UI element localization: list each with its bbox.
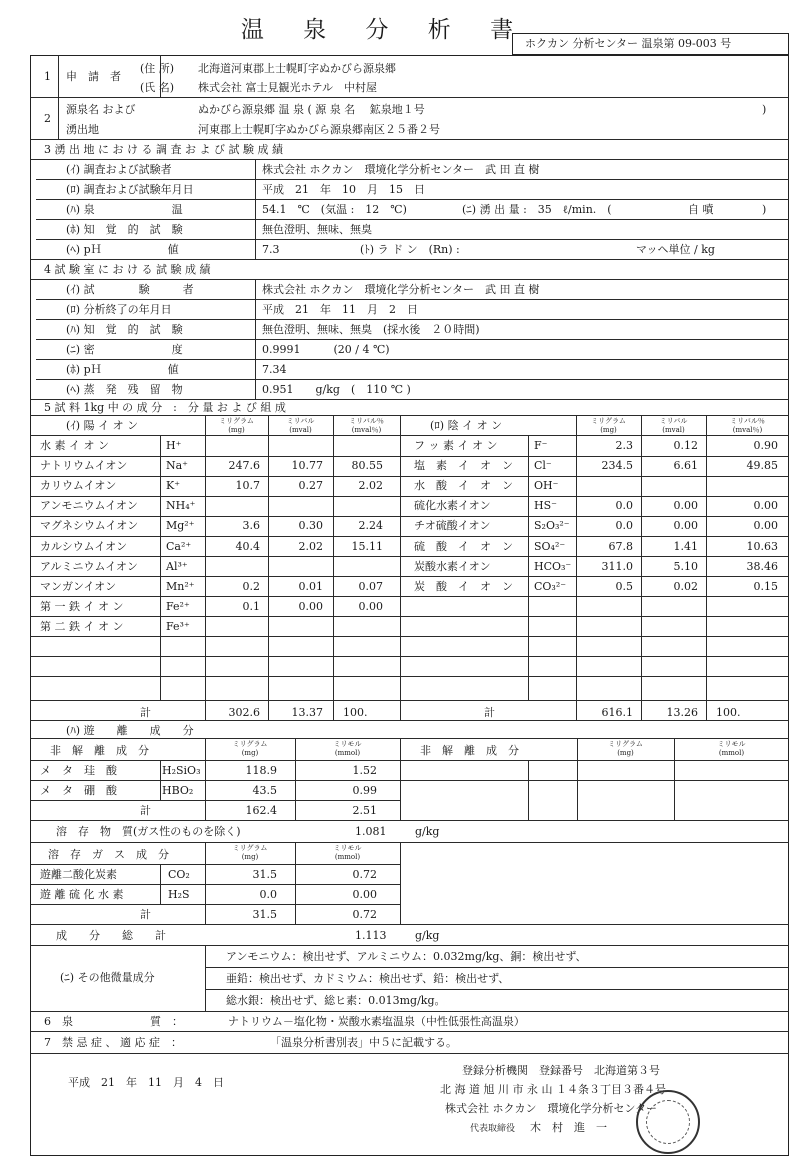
ion-name: カルシウムイオン — [40, 539, 128, 553]
indications-label: 7 禁 忌 症 、 適 応 症 ： — [44, 1036, 182, 1049]
grand-total-unit: g/kg — [415, 929, 440, 942]
registration-info: 登録分析機関 登録番号 北海道第３号 — [462, 1064, 660, 1077]
ion-mg: 67.8 — [608, 539, 633, 553]
lab-value: 無色澄明、無味、無臭 (採水後 ２０時間) — [262, 323, 480, 336]
col-head-mg: ミリグラム — [232, 740, 268, 748]
ion-mg: 0.0 — [615, 499, 633, 513]
free-row-mmol: 0.99 — [352, 784, 377, 797]
source-name-label: 源泉名 および — [66, 103, 136, 116]
ion-formula: Fe³⁺ — [166, 619, 190, 633]
ion-name: チオ硫酸イオン — [414, 519, 491, 533]
ion-mval: 0.00 — [298, 599, 323, 613]
site-label: (ﾛ) 調査および試験年月日 — [66, 183, 194, 196]
trace-line: 亜鉛：検出せず、カドミウム：検出せず、鉛：検出せず、 — [226, 972, 510, 985]
lab-label: (ﾛ) 分析終了の年月日 — [66, 303, 172, 316]
ion-mval: 6.61 — [673, 459, 698, 473]
gas-row-mg: 31.5 — [252, 868, 277, 881]
lab-value: 株式会社 ホクカン 環境化学分析センター 武 田 直 樹 — [262, 283, 540, 296]
ion-name: カリウムイオン — [40, 479, 117, 493]
quality-label: 6 泉 質 ： — [44, 1015, 183, 1028]
ion-mg: 3.6 — [242, 519, 260, 533]
cation-total-label: 計 — [140, 706, 151, 719]
ion-mval: 0.02 — [673, 579, 698, 593]
ion-mval: 5.10 — [673, 559, 698, 573]
anion-total-mg: 616.1 — [601, 706, 633, 719]
col-head-mg: ミリグラム — [232, 844, 268, 852]
ion-mg: 40.4 — [235, 539, 260, 553]
ion-mval-percent: 0.00 — [358, 599, 383, 613]
applicant-name: 株式会社 富士見観光ホテル 中村屋 — [198, 81, 377, 94]
cation-total-mval: 13.37 — [291, 706, 323, 719]
ion-mval-percent: 49.85 — [746, 459, 778, 473]
grand-total-value: 1.113 — [355, 929, 387, 942]
anion-total-pct: 100. — [716, 706, 741, 719]
ion-mval-percent: 0.00 — [753, 519, 778, 533]
free-total-mg: 162.4 — [245, 804, 277, 817]
gas-row-mmol: 0.72 — [352, 868, 377, 881]
ion-name: 炭酸水素イオン — [414, 559, 491, 573]
col-head-mg-unit: (mg) — [228, 426, 245, 434]
ion-name: 水 素 イ オ ン — [40, 439, 109, 452]
gas-total-mg: 31.5 — [252, 908, 277, 921]
ion-name: アンモニウムイオン — [40, 499, 138, 513]
representative-title: 代表取締役 — [470, 1124, 516, 1134]
source-name: ぬかびら源泉郷 温 泉 ( 源 泉 名 鉱泉地１号 — [198, 103, 425, 116]
col-head-mg: ミリグラム — [219, 417, 254, 425]
gas-row-formula: CO₂ — [168, 868, 190, 881]
applicant-address: 北海道河東郡上士幌町字ぬかびら源泉郷 — [198, 62, 396, 75]
site-value: 無色澄明、無味、無臭 — [262, 223, 372, 236]
ion-mval: 2.02 — [298, 539, 323, 553]
section-header: 5 試 料 1kg 中 の 成 分 : 分 量 お よ び 組 成 — [44, 401, 286, 414]
company-name: 株式会社 ホクカン 環境化学分析センター — [445, 1102, 658, 1115]
anion-title: (ﾛ) 陰 イ オ ン — [430, 419, 503, 432]
ion-mg: 10.7 — [235, 479, 260, 493]
ion-mg: 0.0 — [615, 519, 633, 533]
site-value: 株式会社 ホクカン 環境化学分析センター 武 田 直 樹 — [262, 163, 540, 176]
free-row-formula: HBO₂ — [162, 784, 194, 797]
lab-label: (ﾍ) 蒸 発 残 留 物 — [66, 383, 183, 396]
col-head-mg: ミリグラム — [608, 740, 643, 748]
lab-label: (ﾆ) 密 度 — [66, 343, 183, 356]
ion-name: 炭 酸 イ オ ン — [414, 579, 513, 593]
ion-formula: S₂O₃²⁻ — [534, 519, 570, 533]
ion-name: マンガンイオン — [40, 579, 117, 593]
ion-formula: Al³⁺ — [166, 559, 188, 573]
ion-name: 第 二 鉄 イ オ ン — [40, 619, 124, 633]
col-head-mmol-unit: (mmol) — [334, 749, 361, 757]
dissolved-unit: g/kg — [415, 825, 440, 838]
site-label: (ﾊ) 泉 温 — [66, 203, 183, 216]
grand-total-label: 成 分 総 計 — [56, 929, 166, 942]
col-head-mval-unit: (mval) — [289, 426, 312, 434]
ion-name: 水 酸 イ オ ン — [414, 479, 513, 493]
free-row-mg: 118.9 — [245, 764, 277, 777]
ion-mval-percent: 38.46 — [746, 559, 778, 573]
section-header: 3 湧 出 地 に お け る 調 査 お よ び 試 験 成 績 — [44, 143, 283, 156]
gas-row-formula: H₂S — [168, 888, 190, 901]
site-label: (ﾍ) pＨ 値 — [66, 243, 179, 256]
anion-total-label: 計 — [484, 706, 495, 719]
free-total-mmol: 2.51 — [352, 804, 377, 817]
col-head-mval: ミリバル — [286, 417, 315, 425]
flow-close: ) — [762, 203, 767, 216]
ion-mval: 0.30 — [298, 519, 323, 533]
ion-mval: 0.01 — [298, 579, 323, 593]
ion-mg: 0.1 — [242, 599, 260, 613]
col-head-mg-unit: (mg) — [241, 853, 259, 861]
ion-name: ナトリウムイオン — [40, 459, 128, 473]
free-row-name: メ タ 硼 酸 — [40, 784, 117, 797]
ion-mval-percent: 0.90 — [753, 439, 778, 452]
analysis-form-frame — [30, 55, 789, 1156]
ion-name: 塩 素 イ オ ン — [414, 459, 513, 473]
lab-value: 0.951 g/kg ( 110 ℃ ) — [262, 383, 411, 396]
ion-mval: 0.00 — [673, 519, 698, 533]
nondissociated-label: 非 解 離 成 分 — [50, 744, 149, 757]
section-header: 4 試 験 室 に お け る 試 験 成 績 — [44, 263, 211, 276]
ion-formula: NH₄⁺ — [166, 499, 196, 513]
free-row-mg: 43.5 — [252, 784, 277, 797]
dissolved-value: 1.081 — [355, 825, 387, 838]
ion-formula: Ca²⁺ — [166, 539, 192, 553]
ion-mg: 0.5 — [615, 579, 633, 593]
gas-total-label: 計 — [140, 908, 151, 921]
ion-formula: Na⁺ — [166, 459, 188, 473]
col-head-mval-unit: (mval) — [662, 426, 685, 434]
ion-mg: 0.2 — [242, 579, 260, 593]
free-row-formula: H₂SiO₃ — [162, 764, 201, 777]
applicant-label: 申 請 者 — [66, 70, 121, 83]
col-head-mg: ミリグラム — [591, 417, 626, 425]
free-total-label: 計 — [140, 804, 151, 817]
company-address: 北 海 道 旭 川 市 永 山 １４条３丁目３番４号 — [440, 1083, 666, 1096]
site-label: (ｲ) 調査および試験者 — [66, 163, 172, 176]
indications-value: 「温泉分析書別表」中５に記載する。 — [270, 1036, 457, 1049]
gas-total-mmol: 0.72 — [352, 908, 377, 921]
source-location-label: 湧出地 — [66, 123, 99, 136]
section-number: 1 — [44, 70, 51, 83]
lab-label: (ｲ) 試 験 者 — [66, 283, 194, 296]
col-head-mval: ミリバル — [659, 417, 688, 425]
ion-mval-percent: 2.24 — [358, 519, 383, 533]
ion-formula: HS⁻ — [534, 499, 557, 513]
gas-row-mg: 0.0 — [259, 888, 277, 901]
lab-label: (ﾎ) pＨ 値 — [66, 363, 179, 376]
ion-mval: 0.12 — [673, 439, 698, 452]
ion-formula: OH⁻ — [534, 479, 559, 493]
cation-total-pct: 100. — [343, 706, 368, 719]
ion-name: アルミニウムイオン — [40, 559, 138, 573]
dissolved-label: 溶 存 物 質(ガス性のものを除く) — [56, 825, 241, 838]
col-head-pct: ミリバル％ — [349, 417, 384, 425]
gas-row-mmol: 0.00 — [352, 888, 377, 901]
col-head-pct-unit: (mval％) — [351, 426, 382, 434]
ion-mval-percent: 0.15 — [753, 579, 778, 593]
ion-mg: 247.6 — [228, 459, 260, 473]
registration-number: ホクカン 分析センター 温泉第 09-003 号 — [512, 33, 789, 55]
ion-formula: Fe²⁺ — [166, 599, 190, 613]
ion-mval: 10.77 — [291, 459, 323, 473]
col-head-mmol-unit: (mmol) — [718, 749, 745, 757]
trace-line: 総水銀：検出せず、総ヒ素：0.013mg/kg。 — [226, 994, 446, 1007]
issue-date: 平成 21 年 11 月 4 日 — [68, 1076, 224, 1089]
col-head-mg-unit: (mg) — [600, 426, 617, 434]
ion-mval-percent: 2.02 — [358, 479, 383, 493]
trace-label: (ﾆ) その他微量成分 — [60, 971, 155, 984]
col-head-mmol: ミリモル — [333, 740, 362, 748]
document-title: 温 泉 分 析 書 — [240, 17, 530, 43]
ion-mval-percent: 15.11 — [351, 539, 383, 553]
ion-mval-percent: 10.63 — [746, 539, 778, 553]
radon-unit: マッヘ単位 / kg — [636, 243, 715, 256]
ion-name: フ ッ 素 イ オ ン — [414, 439, 498, 452]
trace-line: アンモニウム：検出せず、アルミニウム：0.032mg/kg、銅：検出せず、 — [226, 950, 587, 963]
ion-mg: 2.3 — [615, 439, 633, 452]
lab-value: 0.9991 (20 / 4 ℃) — [262, 343, 390, 356]
ion-formula: Cl⁻ — [534, 459, 552, 473]
company-seal-inner — [646, 1100, 690, 1144]
site-value: 54.1 ℃ (気温 : 12 ℃) — [262, 203, 407, 216]
quality-value: ナトリウム－塩化物・炭酸水素塩温泉（中性低張性高温泉） — [228, 1015, 525, 1028]
lab-label: (ﾊ) 知 覚 的 試 験 — [66, 323, 183, 336]
ion-mval: 1.41 — [673, 539, 698, 553]
ion-mval: 0.00 — [673, 499, 698, 513]
anion-total-mval: 13.26 — [666, 706, 698, 719]
ion-name: マグネシウムイオン — [40, 519, 139, 533]
ion-name: 硫 酸 イ オ ン — [414, 539, 513, 553]
ion-formula: F⁻ — [534, 439, 548, 452]
free-title: (ﾊ) 遊 離 成 分 — [66, 724, 194, 737]
ion-formula: HCO₃⁻ — [534, 559, 572, 573]
lab-value: 7.34 — [262, 363, 287, 376]
flow-label: (ﾆ) 湧 出 量 : 35 ℓ/min. ( — [462, 203, 612, 216]
name-label: (氏 名) — [140, 81, 175, 94]
ion-mg: 311.0 — [601, 559, 633, 573]
site-value: 平成 21 年 10 月 15 日 — [262, 183, 425, 196]
site-value: 7.3 — [262, 243, 280, 256]
free-row-mmol: 1.52 — [352, 764, 377, 777]
cation-title: (ｲ) 陽 イ オ ン — [66, 419, 139, 432]
site-label: (ﾎ) 知 覚 的 試 験 — [66, 223, 183, 236]
section-number: 2 — [44, 112, 51, 125]
flow-type: 自 噴 — [688, 203, 714, 216]
address-label: (住 所) — [140, 62, 175, 75]
lab-value: 平成 21 年 11 月 2 日 — [262, 303, 418, 316]
ion-formula: CO₃²⁻ — [534, 579, 567, 593]
source-name-close: ) — [762, 103, 767, 116]
radon-label: (ﾄ) ラ ド ン (Rn) : — [360, 243, 460, 256]
col-head-pct: ミリバル％ — [730, 417, 765, 425]
ion-mval: 0.27 — [298, 479, 323, 493]
ion-formula: Mg²⁺ — [166, 519, 195, 533]
cation-total-mg: 302.6 — [228, 706, 260, 719]
source-location: 河東郡上士幌町字ぬかびら源泉郷南区２５番２号 — [198, 123, 440, 136]
col-head-mmol-unit: (mmol) — [334, 853, 361, 861]
ion-formula: Mn²⁺ — [166, 579, 195, 593]
gas-row-name: 遊離二酸化炭素 — [40, 868, 117, 881]
ion-mval-percent: 0.00 — [753, 499, 778, 513]
nondissociated-label: 非 解 離 成 分 — [420, 744, 519, 757]
gas-label: 溶 存 ガ ス 成 分 — [48, 848, 169, 861]
ion-formula: SO₄²⁻ — [534, 539, 566, 553]
representative-name: 木 村 進 一 — [530, 1121, 607, 1134]
col-head-pct-unit: (mval％) — [732, 426, 763, 434]
ion-name: 硫化水素イオン — [414, 499, 491, 513]
ion-name: 第 一 鉄 イ オ ン — [40, 599, 124, 613]
free-row-name: メ タ 珪 酸 — [40, 764, 117, 777]
gas-row-name: 遊 離 硫 化 水 素 — [40, 888, 124, 901]
ion-formula: K⁺ — [166, 479, 181, 493]
col-head-mmol: ミリモル — [333, 844, 362, 852]
ion-mval-percent: 0.07 — [358, 579, 383, 593]
col-head-mg-unit: (mg) — [241, 749, 259, 757]
ion-mval-percent: 80.55 — [351, 459, 383, 473]
ion-mg: 234.5 — [601, 459, 633, 473]
col-head-mmol: ミリモル — [717, 740, 746, 748]
ion-formula: H⁺ — [166, 439, 182, 452]
col-head-mg-unit: (mg) — [617, 749, 634, 757]
